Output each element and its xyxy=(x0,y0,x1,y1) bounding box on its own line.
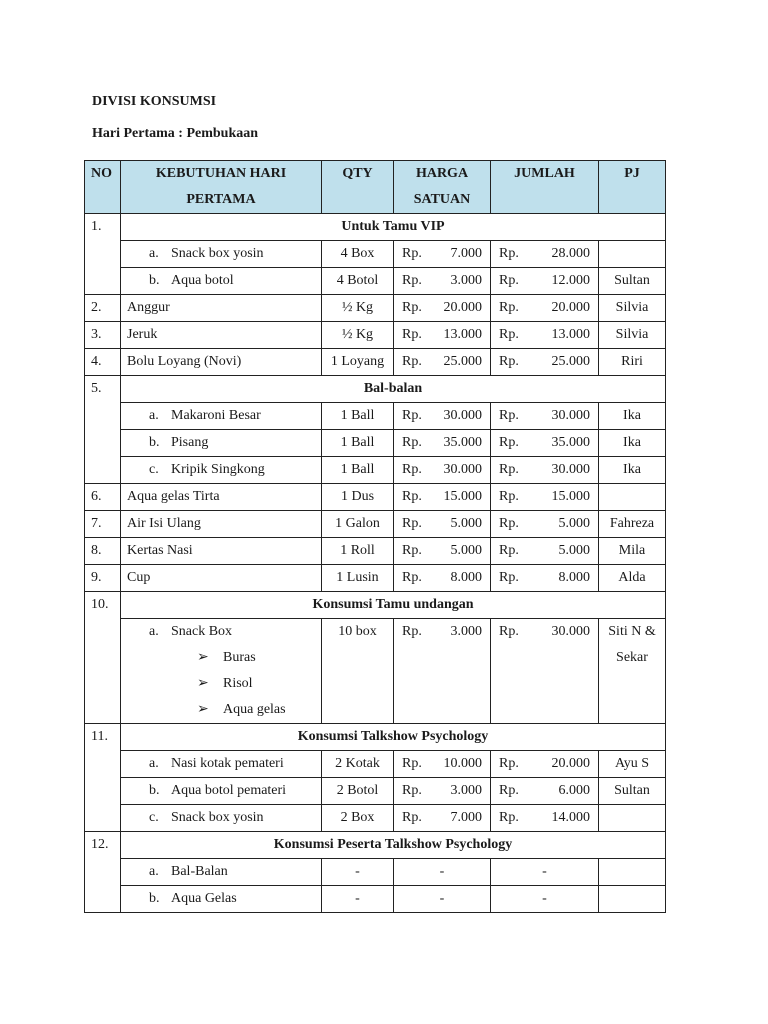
table-row xyxy=(85,376,666,403)
total-cell: Rp. 20.000 xyxy=(491,295,599,322)
header-total: JUMLAH xyxy=(491,161,599,214)
total-cell: - xyxy=(491,859,599,886)
total-cell: Rp. 13.000 xyxy=(491,322,599,349)
qty-cell: 1 Galon xyxy=(322,511,394,538)
arrow-bullet-icon: ➢ xyxy=(197,702,209,717)
item-cell: b. Aqua botol pemateri xyxy=(121,778,322,805)
section-heading: Konsumsi Tamu undangan xyxy=(121,592,666,619)
row-number: 9. xyxy=(85,565,121,592)
header-no: NO xyxy=(85,161,121,214)
price-cell: Rp. 8.000 xyxy=(394,565,491,592)
total-cell: Rp. 30.000 xyxy=(491,403,599,430)
pj-cell: Fahreza xyxy=(599,511,666,538)
price-cell: Rp. 15.000 xyxy=(394,484,491,511)
price-cell: Rp. 25.000 xyxy=(394,349,491,376)
total-cell: Rp. 20.000 xyxy=(491,751,599,778)
table-row xyxy=(85,859,666,886)
price-cell: Rp. 3.000 xyxy=(394,778,491,805)
price-cell: Rp. 3.000 xyxy=(394,619,491,724)
qty-cell: - xyxy=(322,859,394,886)
qty-cell: ½ Kg xyxy=(322,322,394,349)
row-number: 6. xyxy=(85,484,121,511)
list-item: ➢ Risol xyxy=(127,671,315,697)
row-number: 3. xyxy=(85,322,121,349)
qty-cell: 4 Box xyxy=(322,241,394,268)
price-cell: - xyxy=(394,886,491,913)
row-number: 1. xyxy=(85,214,121,295)
qty-cell: 1 Roll xyxy=(322,538,394,565)
pj-cell: Silvia xyxy=(599,322,666,349)
total-cell: Rp. 25.000 xyxy=(491,349,599,376)
pj-cell xyxy=(599,805,666,832)
table-row xyxy=(85,538,666,565)
price-cell: Rp. 30.000 xyxy=(394,457,491,484)
qty-cell: ½ Kg xyxy=(322,295,394,322)
qty-cell: - xyxy=(322,886,394,913)
table-row xyxy=(85,457,666,484)
item-cell: c. Snack box yosin xyxy=(121,805,322,832)
item-cell: c. Kripik Singkong xyxy=(121,457,322,484)
table-row xyxy=(85,619,666,724)
item-cell: a. Nasi kotak pemateri xyxy=(121,751,322,778)
table-row xyxy=(85,349,666,376)
table-row xyxy=(85,403,666,430)
header-price: HARGA SATUAN xyxy=(394,161,491,214)
price-cell: Rp. 5.000 xyxy=(394,538,491,565)
table-row xyxy=(85,241,666,268)
price-cell: Rp. 3.000 xyxy=(394,268,491,295)
pj-cell: Mila xyxy=(599,538,666,565)
price-cell: Rp. 20.000 xyxy=(394,295,491,322)
price-cell: - xyxy=(394,859,491,886)
list-item: ➢ Buras xyxy=(127,645,315,671)
qty-cell: 4 Botol xyxy=(322,268,394,295)
qty-cell: 2 Kotak xyxy=(322,751,394,778)
pj-cell: Ika xyxy=(599,403,666,430)
total-cell: Rp. 28.000 xyxy=(491,241,599,268)
header-item: KEBUTUHAN HARI PERTAMA xyxy=(121,161,322,214)
table-row xyxy=(85,214,666,241)
pj-cell: Sultan xyxy=(599,268,666,295)
table-body xyxy=(85,214,666,913)
total-cell: - xyxy=(491,886,599,913)
pj-cell xyxy=(599,886,666,913)
document-title: DIVISI KONSUMSI xyxy=(92,94,217,109)
table-row xyxy=(85,484,666,511)
price-cell: Rp. 30.000 xyxy=(394,403,491,430)
table-row xyxy=(85,778,666,805)
item-cell: Cup xyxy=(121,565,322,592)
table-row xyxy=(85,430,666,457)
pj-cell xyxy=(599,241,666,268)
price-cell: Rp. 5.000 xyxy=(394,511,491,538)
document-subtitle: Hari Pertama : Pembukaan xyxy=(92,126,259,141)
total-cell: Rp. 6.000 xyxy=(491,778,599,805)
price-cell: Rp. 35.000 xyxy=(394,430,491,457)
section-heading: Bal-balan xyxy=(121,376,666,403)
qty-cell: 2 Box xyxy=(322,805,394,832)
pj-cell: Sultan xyxy=(599,778,666,805)
total-cell: Rp. 5.000 xyxy=(491,511,599,538)
table-row xyxy=(85,805,666,832)
row-number: 2. xyxy=(85,295,121,322)
header-qty: QTY xyxy=(322,161,394,214)
table-row xyxy=(85,565,666,592)
item-cell: Jeruk xyxy=(121,322,322,349)
row-number: 11. xyxy=(85,724,121,832)
row-number: 10. xyxy=(85,592,121,724)
list-item: ➢ Aqua gelas xyxy=(127,697,315,723)
price-cell: Rp. 10.000 xyxy=(394,751,491,778)
pj-cell xyxy=(599,484,666,511)
consumption-table xyxy=(84,160,666,913)
total-cell: Rp. 30.000 xyxy=(491,619,599,724)
pj-cell xyxy=(599,859,666,886)
table-row xyxy=(85,511,666,538)
qty-cell: 1 Loyang xyxy=(322,349,394,376)
qty-cell: 10 box xyxy=(322,619,394,724)
total-cell: Rp. 8.000 xyxy=(491,565,599,592)
table-row xyxy=(85,886,666,913)
pj-cell: Riri xyxy=(599,349,666,376)
item-cell: Bolu Loyang (Novi) xyxy=(121,349,322,376)
item-cell: a. Snack Box ➢ Buras ➢ Risol ➢ Aqua gelas xyxy=(121,619,322,724)
item-cell: Anggur xyxy=(121,295,322,322)
qty-cell: 1 Dus xyxy=(322,484,394,511)
table-row xyxy=(85,751,666,778)
table-header-row xyxy=(85,161,666,214)
item-cell: b. Pisang xyxy=(121,430,322,457)
item-cell: Kertas Nasi xyxy=(121,538,322,565)
qty-cell: 1 Ball xyxy=(322,430,394,457)
item-cell: Air Isi Ulang xyxy=(121,511,322,538)
table-row xyxy=(85,832,666,859)
table-row xyxy=(85,268,666,295)
section-heading: Untuk Tamu VIP xyxy=(121,214,666,241)
total-cell: Rp. 5.000 xyxy=(491,538,599,565)
pj-cell: Ayu S xyxy=(599,751,666,778)
pj-cell: Silvia xyxy=(599,295,666,322)
price-cell: Rp. 7.000 xyxy=(394,241,491,268)
table-row xyxy=(85,322,666,349)
pj-cell: Ika xyxy=(599,430,666,457)
qty-cell: 2 Botol xyxy=(322,778,394,805)
arrow-bullet-icon: ➢ xyxy=(197,676,209,691)
arrow-bullet-icon: ➢ xyxy=(197,650,209,665)
total-cell: Rp. 15.000 xyxy=(491,484,599,511)
total-cell: Rp. 14.000 xyxy=(491,805,599,832)
table-row xyxy=(85,295,666,322)
item-cell: Aqua gelas Tirta xyxy=(121,484,322,511)
qty-cell: 1 Ball xyxy=(322,457,394,484)
total-cell: Rp. 35.000 xyxy=(491,430,599,457)
item-cell: a. Makaroni Besar xyxy=(121,403,322,430)
header-pj: PJ xyxy=(599,161,666,214)
pj-cell: Alda xyxy=(599,565,666,592)
row-number: 8. xyxy=(85,538,121,565)
pj-cell: Siti N & Sekar xyxy=(599,619,666,724)
item-cell: b. Aqua Gelas xyxy=(121,886,322,913)
item-cell: b. Aqua botol xyxy=(121,268,322,295)
price-cell: Rp. 13.000 xyxy=(394,322,491,349)
qty-cell: 1 Lusin xyxy=(322,565,394,592)
row-number: 4. xyxy=(85,349,121,376)
row-number: 5. xyxy=(85,376,121,484)
price-cell: Rp. 7.000 xyxy=(394,805,491,832)
item-cell: a. Snack box yosin xyxy=(121,241,322,268)
section-heading: Konsumsi Talkshow Psychology xyxy=(121,724,666,751)
table-row xyxy=(85,724,666,751)
total-cell: Rp. 12.000 xyxy=(491,268,599,295)
section-heading: Konsumsi Peserta Talkshow Psychology xyxy=(121,832,666,859)
table-row xyxy=(85,592,666,619)
row-number: 12. xyxy=(85,832,121,913)
item-cell: a. Bal-Balan xyxy=(121,859,322,886)
total-cell: Rp. 30.000 xyxy=(491,457,599,484)
pj-cell: Ika xyxy=(599,457,666,484)
qty-cell: 1 Ball xyxy=(322,403,394,430)
row-number: 7. xyxy=(85,511,121,538)
